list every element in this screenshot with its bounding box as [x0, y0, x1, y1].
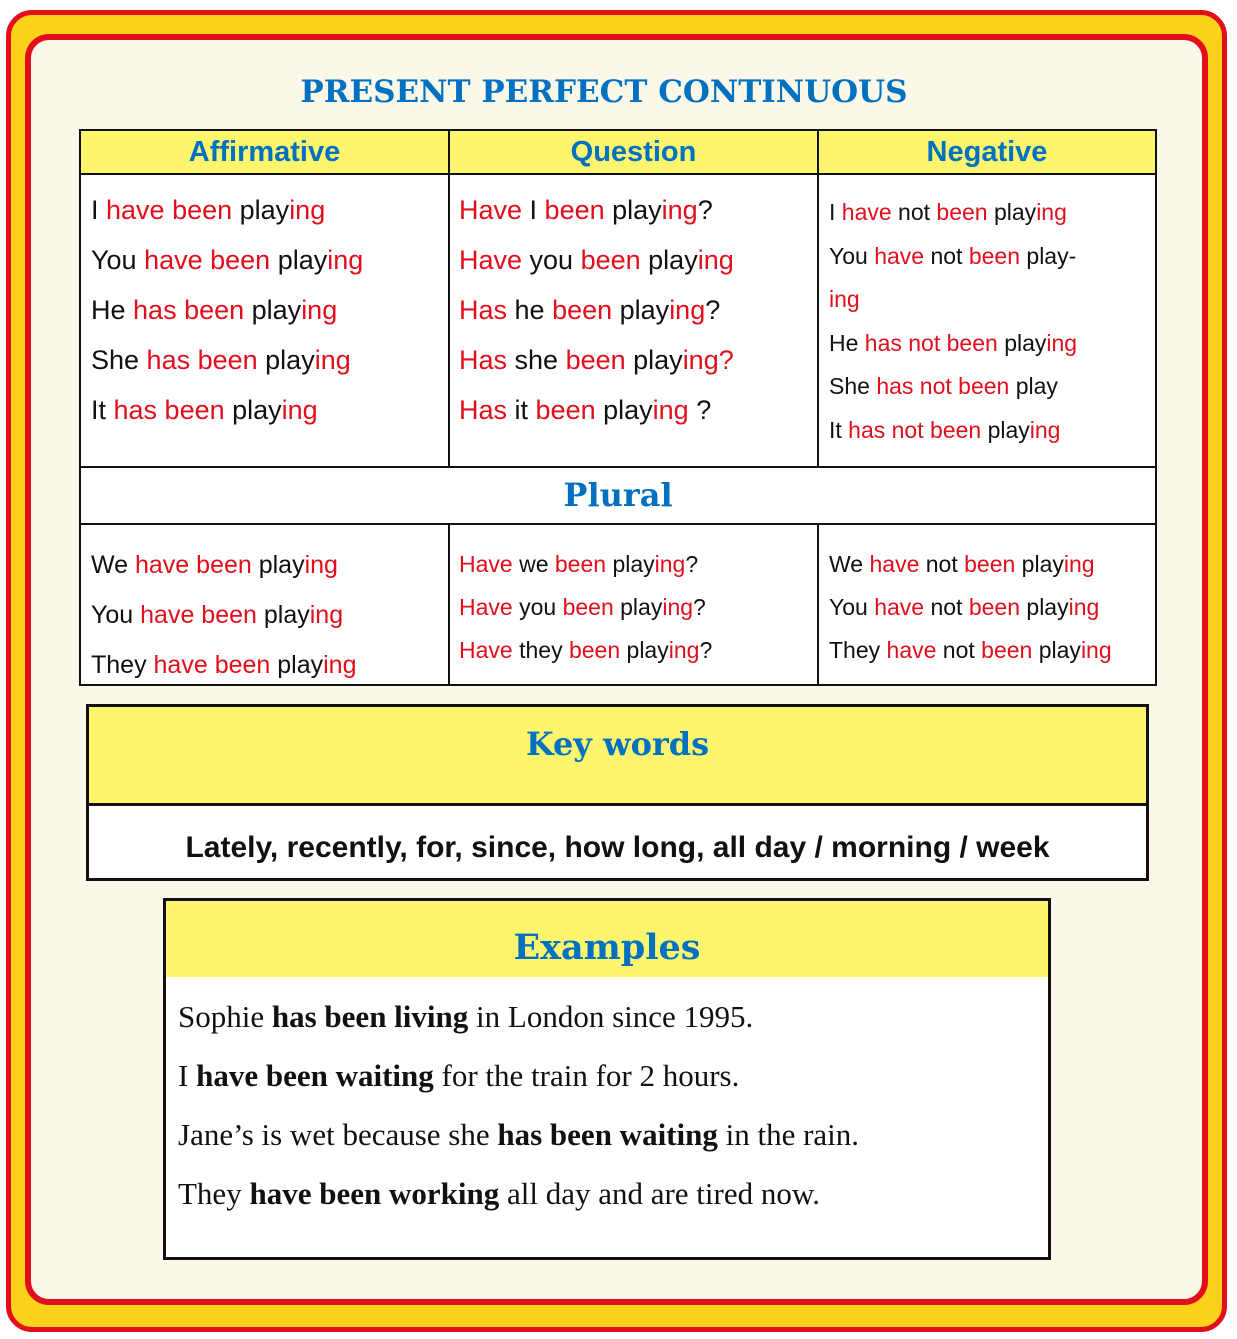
sentence-text: in the rain. — [717, 1117, 860, 1152]
plain-word: You — [91, 245, 145, 275]
conjugation-line — [829, 286, 860, 313]
plain-word: ? — [697, 195, 713, 225]
highlighted-word: ing — [654, 551, 686, 577]
highlighted-word: been — [580, 245, 641, 275]
plain-word: we — [512, 551, 555, 577]
plain-word: play — [232, 195, 290, 225]
plain-word: they — [512, 637, 569, 663]
highlighted-word: have — [140, 601, 195, 629]
conjugation-line — [91, 601, 343, 630]
highlighted-word: has not been — [876, 373, 1010, 399]
highlighted-word: Has — [459, 295, 508, 325]
highlighted-word: have been — [144, 245, 271, 275]
sentence-text: in London since 1995. — [468, 999, 754, 1034]
example-sentence — [178, 999, 753, 1035]
conjugation-line — [829, 199, 1067, 226]
plain-word: she — [507, 345, 566, 375]
example-sentence — [178, 1117, 859, 1153]
highlighted-word: ing — [304, 551, 338, 579]
plural-heading: Plural — [563, 476, 673, 514]
conjugation-line — [459, 245, 734, 276]
highlighted-word: has not been — [864, 329, 998, 356]
highlighted-word: ing — [327, 245, 364, 275]
conjugation-line — [459, 295, 720, 326]
plain-word: not — [924, 242, 969, 269]
plain-word: ? — [688, 395, 712, 425]
plain-word: I — [522, 195, 545, 225]
sentence-text: They — [178, 1176, 250, 1211]
highlighted-word: ing — [662, 594, 694, 620]
plain-word: I — [91, 195, 107, 225]
plain-word: You — [829, 594, 875, 620]
key-words-title: Key words — [525, 725, 710, 763]
sentence-text: for the train for 2 hours. — [433, 1058, 740, 1093]
tense-phrase: has been living — [271, 999, 469, 1034]
plain-word: play — [257, 345, 315, 375]
plain-word: They — [829, 637, 887, 663]
conjugation-line — [91, 345, 351, 376]
plain-word: play — [612, 295, 670, 325]
plain-word: play — [595, 395, 653, 425]
highlighted-word: have — [841, 199, 892, 225]
conjugation-line — [829, 373, 1058, 400]
plain-word: you — [512, 594, 563, 620]
plain-word: play- — [1020, 242, 1077, 269]
conjugation-line — [459, 637, 712, 664]
plain-word: play — [606, 551, 655, 577]
page-title: PRESENT PERFECT CONTINUOUS — [300, 74, 908, 110]
conjugation-line — [91, 245, 363, 276]
conjugation-line — [91, 295, 337, 326]
plain-word: He — [91, 295, 134, 325]
table-header-row — [81, 131, 1155, 175]
plain-word: play — [987, 199, 1037, 225]
plain-word: She — [91, 345, 147, 375]
key-words-text: Lately, recently, for, since, how long, all day / morning / week — [185, 831, 1050, 864]
highlighted-word: has not been — [848, 416, 982, 443]
highlighted-word: has been — [113, 395, 225, 425]
conjugation-line — [459, 345, 734, 376]
plain-word: play — [270, 245, 328, 275]
highlighted-word: has been — [133, 295, 245, 325]
divider-col1-bottom — [448, 523, 450, 684]
conjugation-line — [91, 551, 338, 580]
examples-header — [166, 901, 1048, 977]
highlighted-word: have — [153, 651, 208, 679]
plain-word: play — [1032, 637, 1081, 663]
highlighted-word: have — [874, 594, 925, 620]
highlighted-word: ing — [668, 637, 700, 663]
divider-plural-bottom — [81, 523, 1155, 525]
tense-phrase: have been working — [249, 1176, 500, 1211]
plain-word: play — [1009, 373, 1058, 399]
conjugation-table — [79, 129, 1157, 686]
plain-word: It — [829, 416, 849, 443]
examples-box — [163, 898, 1051, 1260]
tense-phrase: have been waiting — [196, 1058, 434, 1093]
plain-word: play — [981, 416, 1030, 443]
highlighted-word: ing — [1063, 551, 1095, 577]
highlighted-word: Has — [459, 345, 508, 375]
plain-word: play — [620, 637, 669, 663]
plain-word: play — [244, 295, 302, 325]
highlighted-word: ing — [1029, 416, 1061, 443]
plain-word: not — [919, 551, 965, 577]
examples-title: Examples — [513, 927, 701, 968]
highlighted-word: been — [552, 295, 613, 325]
highlighted-word: ing — [309, 601, 344, 629]
tense-phrase: has been waiting — [497, 1117, 718, 1152]
plain-word: You — [829, 242, 875, 269]
highlighted-word: ing — [1046, 329, 1078, 356]
plain-word: play — [625, 345, 683, 375]
highlighted-word: have — [886, 637, 937, 663]
header-question: Question — [570, 136, 697, 168]
highlighted-word: been — [189, 551, 252, 579]
divider-col2-top — [817, 131, 819, 468]
highlighted-word: been — [968, 242, 1021, 269]
sentence-text: all day and are tired now. — [499, 1176, 820, 1211]
highlighted-word: ing — [301, 295, 338, 325]
example-sentence — [178, 1176, 820, 1212]
highlighted-word: ing — [661, 195, 698, 225]
sentence-text: I — [178, 1058, 197, 1093]
highlighted-word: ing — [1036, 199, 1067, 225]
highlighted-word: ing — [323, 651, 357, 679]
plain-word: not — [891, 199, 937, 225]
highlighted-word: been — [535, 395, 596, 425]
conjugation-line — [91, 651, 357, 680]
plain-word: not — [924, 594, 969, 620]
highlighted-word: Have — [459, 594, 513, 620]
highlighted-word: ing — [829, 286, 860, 312]
plain-word: play — [613, 594, 663, 620]
plain-word: She — [829, 373, 877, 399]
plain-word: He — [829, 329, 865, 356]
highlighted-word: been — [968, 594, 1021, 620]
highlighted-word: Have — [459, 195, 523, 225]
plain-word: play — [604, 195, 662, 225]
highlighted-word: ing — [1080, 637, 1112, 663]
highlighted-word: ing — [314, 345, 351, 375]
plain-word: it — [507, 395, 536, 425]
highlighted-word: Have — [459, 637, 513, 663]
plain-word: It — [91, 395, 114, 425]
conjugation-line — [829, 417, 1060, 444]
highlighted-word: Have — [459, 245, 523, 275]
divider-col2-bottom — [817, 523, 819, 684]
plain-word: ? — [705, 295, 721, 325]
highlighted-word: been — [936, 199, 988, 225]
highlighted-word: been — [562, 594, 614, 620]
plain-word: We — [829, 551, 870, 577]
plain-word: play — [251, 551, 305, 579]
plain-word: ? — [699, 637, 713, 663]
highlighted-word: have — [135, 551, 190, 579]
highlighted-word: have been — [106, 195, 233, 225]
highlighted-word: been — [544, 195, 605, 225]
plain-word: We — [91, 551, 135, 579]
highlighted-word: ing — [652, 395, 689, 425]
plain-word: play — [997, 329, 1047, 356]
conjugation-line — [459, 395, 711, 426]
header-affirmative: Affirmative — [188, 136, 341, 168]
plain-word: I — [829, 199, 842, 225]
highlighted-word: ing — [1068, 594, 1100, 620]
conjugation-line — [829, 637, 1112, 664]
conjugation-line — [91, 195, 325, 226]
plain-word: ? — [685, 551, 699, 577]
key-words-box — [86, 704, 1149, 881]
plain-word: play — [270, 651, 324, 679]
highlighted-word: been — [964, 551, 1016, 577]
highlighted-word: ? — [718, 345, 734, 375]
highlighted-word: has been — [146, 345, 258, 375]
plain-word: play — [640, 245, 698, 275]
sentence-text: Jane’s is wet because she — [178, 1117, 498, 1152]
plain-word: play — [256, 601, 310, 629]
header-negative: Negative — [926, 136, 1048, 168]
highlighted-word: ing — [669, 295, 706, 325]
key-words-header — [89, 707, 1146, 806]
highlighted-word: been — [565, 345, 626, 375]
conjugation-line — [91, 395, 318, 426]
highlighted-word: been — [554, 551, 607, 577]
highlighted-word: Have — [459, 551, 513, 577]
highlighted-word: ing — [697, 245, 734, 275]
conjugation-line — [459, 551, 698, 578]
example-sentence — [178, 1058, 739, 1094]
plain-word: play — [1015, 551, 1064, 577]
conjugation-line — [829, 330, 1077, 357]
conjugation-line — [459, 594, 706, 621]
highlighted-word: ing — [682, 345, 719, 375]
plain-word: ? — [693, 594, 706, 620]
plain-word: You — [91, 601, 141, 629]
conjugation-line — [459, 195, 713, 226]
highlighted-word: been — [207, 651, 271, 679]
highlighted-word: ing — [281, 395, 318, 425]
divider-col1-top — [448, 131, 450, 468]
highlighted-word: have — [874, 242, 925, 269]
conjugation-line — [829, 243, 1076, 270]
highlighted-word: been — [194, 601, 257, 629]
highlighted-word: been — [981, 637, 1033, 663]
sentence-text: Sophie — [178, 999, 272, 1034]
highlighted-word: Has — [459, 395, 508, 425]
plain-word: not — [936, 637, 982, 663]
plain-word: play — [224, 395, 282, 425]
conjugation-line — [829, 551, 1095, 578]
conjugation-line — [829, 594, 1099, 621]
plain-word: you — [522, 245, 581, 275]
highlighted-word: been — [568, 637, 621, 663]
highlighted-word: have — [869, 551, 920, 577]
plain-word: play — [1020, 594, 1069, 620]
plain-word: They — [91, 651, 154, 679]
highlighted-word: ing — [289, 195, 326, 225]
plain-word: he — [507, 295, 553, 325]
